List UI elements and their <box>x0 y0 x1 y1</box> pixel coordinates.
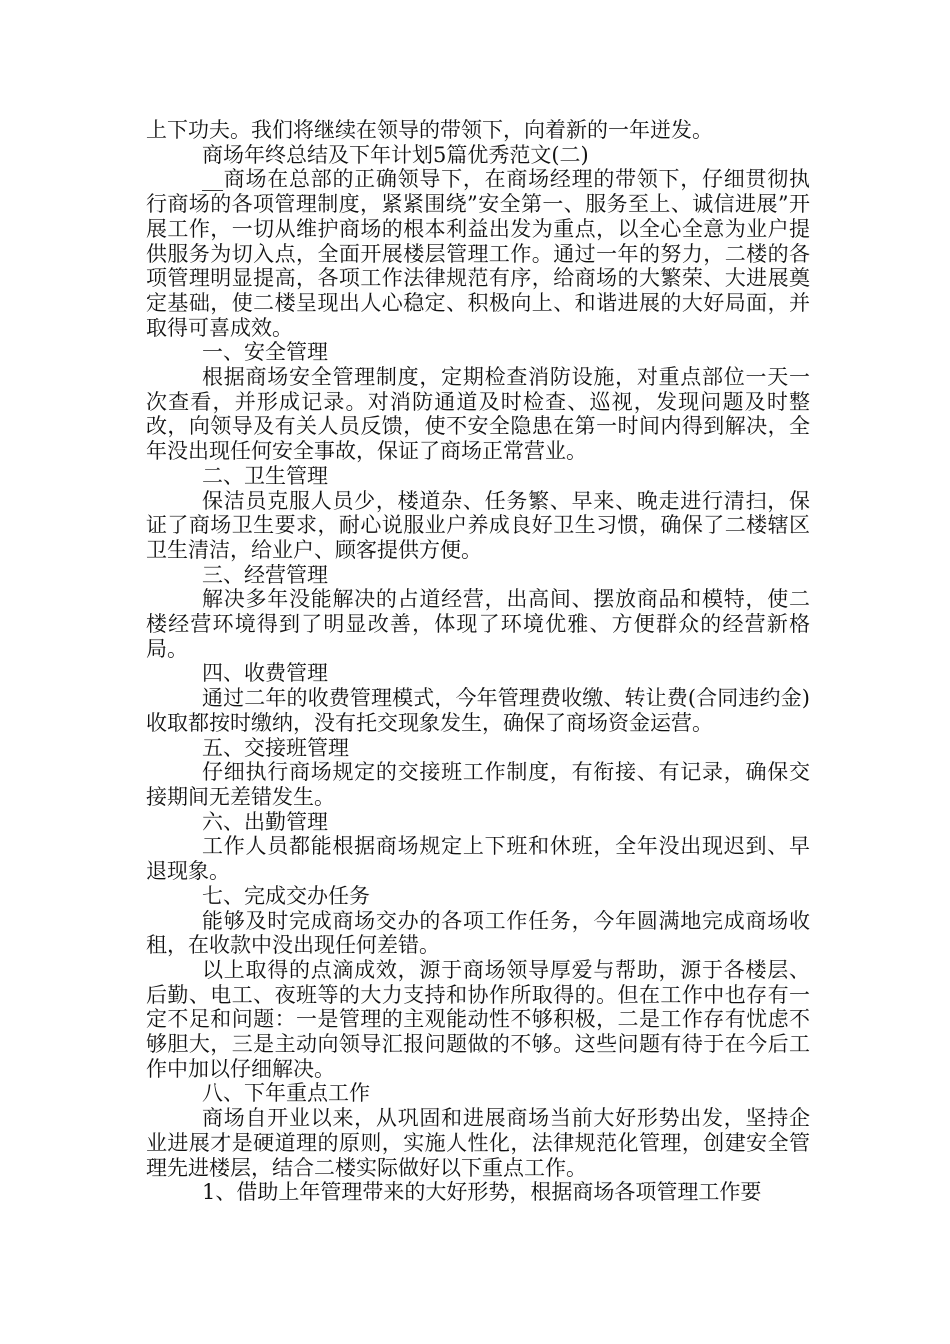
paragraph-next-year: 商场自开业以来，从巩固和进展商场当前大好形势出发，坚持企业进展才是硬道理的原则，实施人性化，法律规范化管理，创建安全管理先进楼层，结合二楼实际做好以下重点工作。 <box>146 1106 810 1180</box>
heading-operation: 三、经营管理 <box>202 562 328 587</box>
intro-paragraph: __商场在总部的正确领导下，在商场经理的带领下，仔细贯彻执行商场的各项管理制度，紧紧围绕”安全第一、服务至上、诚信进展”开展工作，一切从维护商场的根本利益出发为重点，以全心全意为业户提供服务为切入点，全面开展楼层管理工作。通过一年的努力，二楼的各项管理明显提高，各项工作法律规范有序，给商场的大繁荣、大进展奠定基础，使二楼呈现出人心稳定、积极向上、和谐进展的大好局面，并取得可喜成效。 <box>146 167 810 340</box>
paragraph-assigned-tasks: 能够及时完成商场交办的各项工作任务，今年圆满地完成商场收租，在收款中没出现任何差错。 <box>146 908 810 958</box>
heading-assigned-tasks: 七、完成交办任务 <box>202 883 370 908</box>
paragraph-attendance: 工作人员都能根据商场规定上下班和休班，全年没出现迟到、早退现象。 <box>146 834 810 884</box>
heading-fees: 四、收费管理 <box>202 661 328 686</box>
heading-attendance: 六、出勤管理 <box>202 809 328 834</box>
paragraph-operation: 解决多年没能解决的占道经营，出高间、摆放商品和模特，使二楼经营环境得到了明显改善，体现了环境优雅、方便群众的经营新格局。 <box>146 587 810 661</box>
paragraph-hygiene: 保洁员克服人员少，楼道杂、任务繁、早来、晚走进行清扫，保证了商场卫生要求，耐心说服业户养成良好卫生习惯，确保了二楼辖区卫生清洁，给业户、顾客提供方便。 <box>146 488 810 562</box>
paragraph-safety: 根据商场安全管理制度，定期检查消防设施，对重点部位一天一次查看，并形成记录。对消防通道及时检查、巡视，发现问题及时整改，向领导及有关人员反馈，使不安全隐患在第一时间内得到解决，全年没出现任何安全事故，保证了商场正常营业。 <box>146 365 810 464</box>
heading-hygiene: 二、卫生管理 <box>202 463 328 488</box>
paragraph-summary: 以上取得的点滴成效，源于商场领导厚爱与帮助，源于各楼层、后勤、电工、夜班等的大力支持和协作所取得的。但在工作中也存有一定不足和问题：一是管理的主观能动性不够积极，二是工作存有忧虑不够胆大，三是主动向领导汇报问题做的不够。这些问题有待于在今后工作中加以仔细解决。 <box>146 957 810 1081</box>
paragraph-item-1: 1、借助上年管理带来的大好形势，根据商场各项管理工作要 <box>202 1180 762 1205</box>
heading-safety: 一、安全管理 <box>202 340 328 365</box>
document-page <box>146 118 810 1205</box>
section-title: 商场年终总结及下年计划5篇优秀范文(二) <box>202 142 589 167</box>
paragraph-fees: 通过二年的收费管理模式，今年管理费收缴、转让费(合同违约金)收取都按时缴纳，没有托交现象发生，确保了商场资金运营。 <box>146 686 810 735</box>
heading-shift-handover: 五、交接班管理 <box>202 735 349 760</box>
paragraph-continuation: 上下功夫。我们将继续在领导的带领下，向着新的一年迸发。 <box>146 118 713 142</box>
paragraph-shift-handover: 仔细执行商场规定的交接班工作制度，有衔接、有记录，确保交接期间无差错发生。 <box>146 760 810 809</box>
heading-next-year: 八、下年重点工作 <box>202 1081 370 1106</box>
